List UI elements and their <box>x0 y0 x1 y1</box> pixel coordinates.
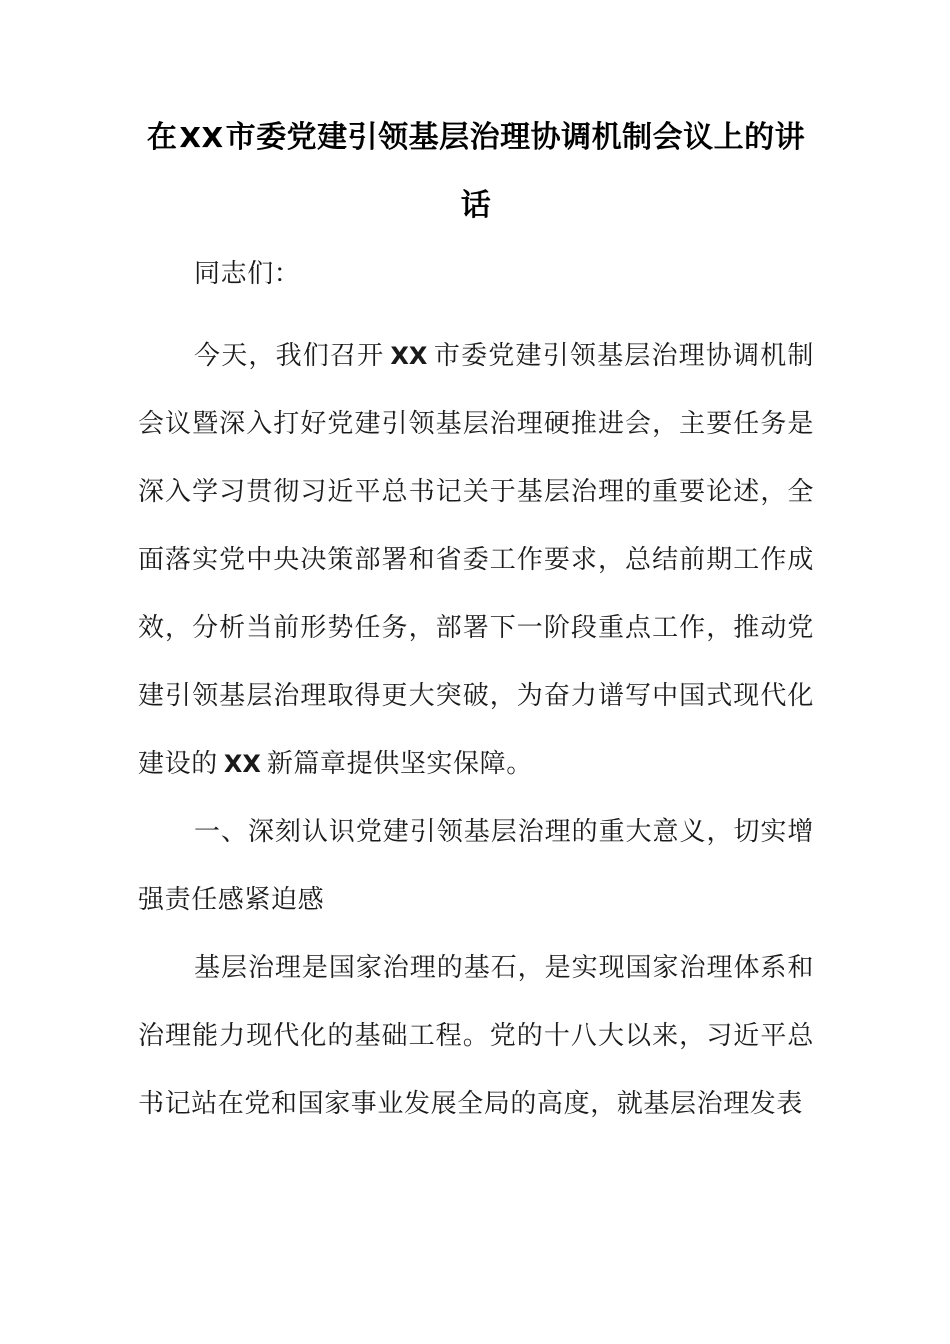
document-body <box>138 0 814 1138</box>
salutation-spacer <box>138 308 814 322</box>
body-placeholder-xx-second: XX <box>223 750 261 778</box>
paragraph-segment-text: 新篇章提供坚实保障。 <box>266 749 533 779</box>
section-heading-1: 一、深刻认识党建引领基层治理的重大意义，切实增强责任感紧迫感 <box>138 817 814 915</box>
title-suffix-text: 市委党建引领基层治理协调机制会议上的 <box>225 120 775 155</box>
title-line-two: 讲话 <box>460 120 806 223</box>
section-1-paragraph-1: 基层治理是国家治理的基石，是实现国家治理体系和治理能力现代化的基础工程。党的十八大以来，习近平总书记站在党和国家事业发展全局的高度，就基层治理发表 <box>138 953 814 1119</box>
paragraph-segment-text: 今天，我们召开 <box>194 341 385 371</box>
salutation: 同志们： <box>194 259 301 289</box>
body-placeholder-xx-first: XX <box>390 342 428 370</box>
title-placeholder-xx: XX <box>179 121 224 154</box>
title-prefix-text: 在 <box>146 120 178 155</box>
page-title <box>138 0 814 240</box>
opening-paragraph <box>138 322 814 798</box>
paragraph-segment-text: 市委党建引领基层治理协调机制会议暨深入打好党建引领基层治理硬推进会，主要任务是深入学习贯彻习近平总书记关于基层治理的重要论述，全面落实党中央决策部署和省委工作要求，总结前期工作成效，分析当前形势任务，部署下一阶段重点工作，推动党建引领基层治理取得更大突破，为奋力谱写中国式现代化建设的 <box>138 341 814 779</box>
